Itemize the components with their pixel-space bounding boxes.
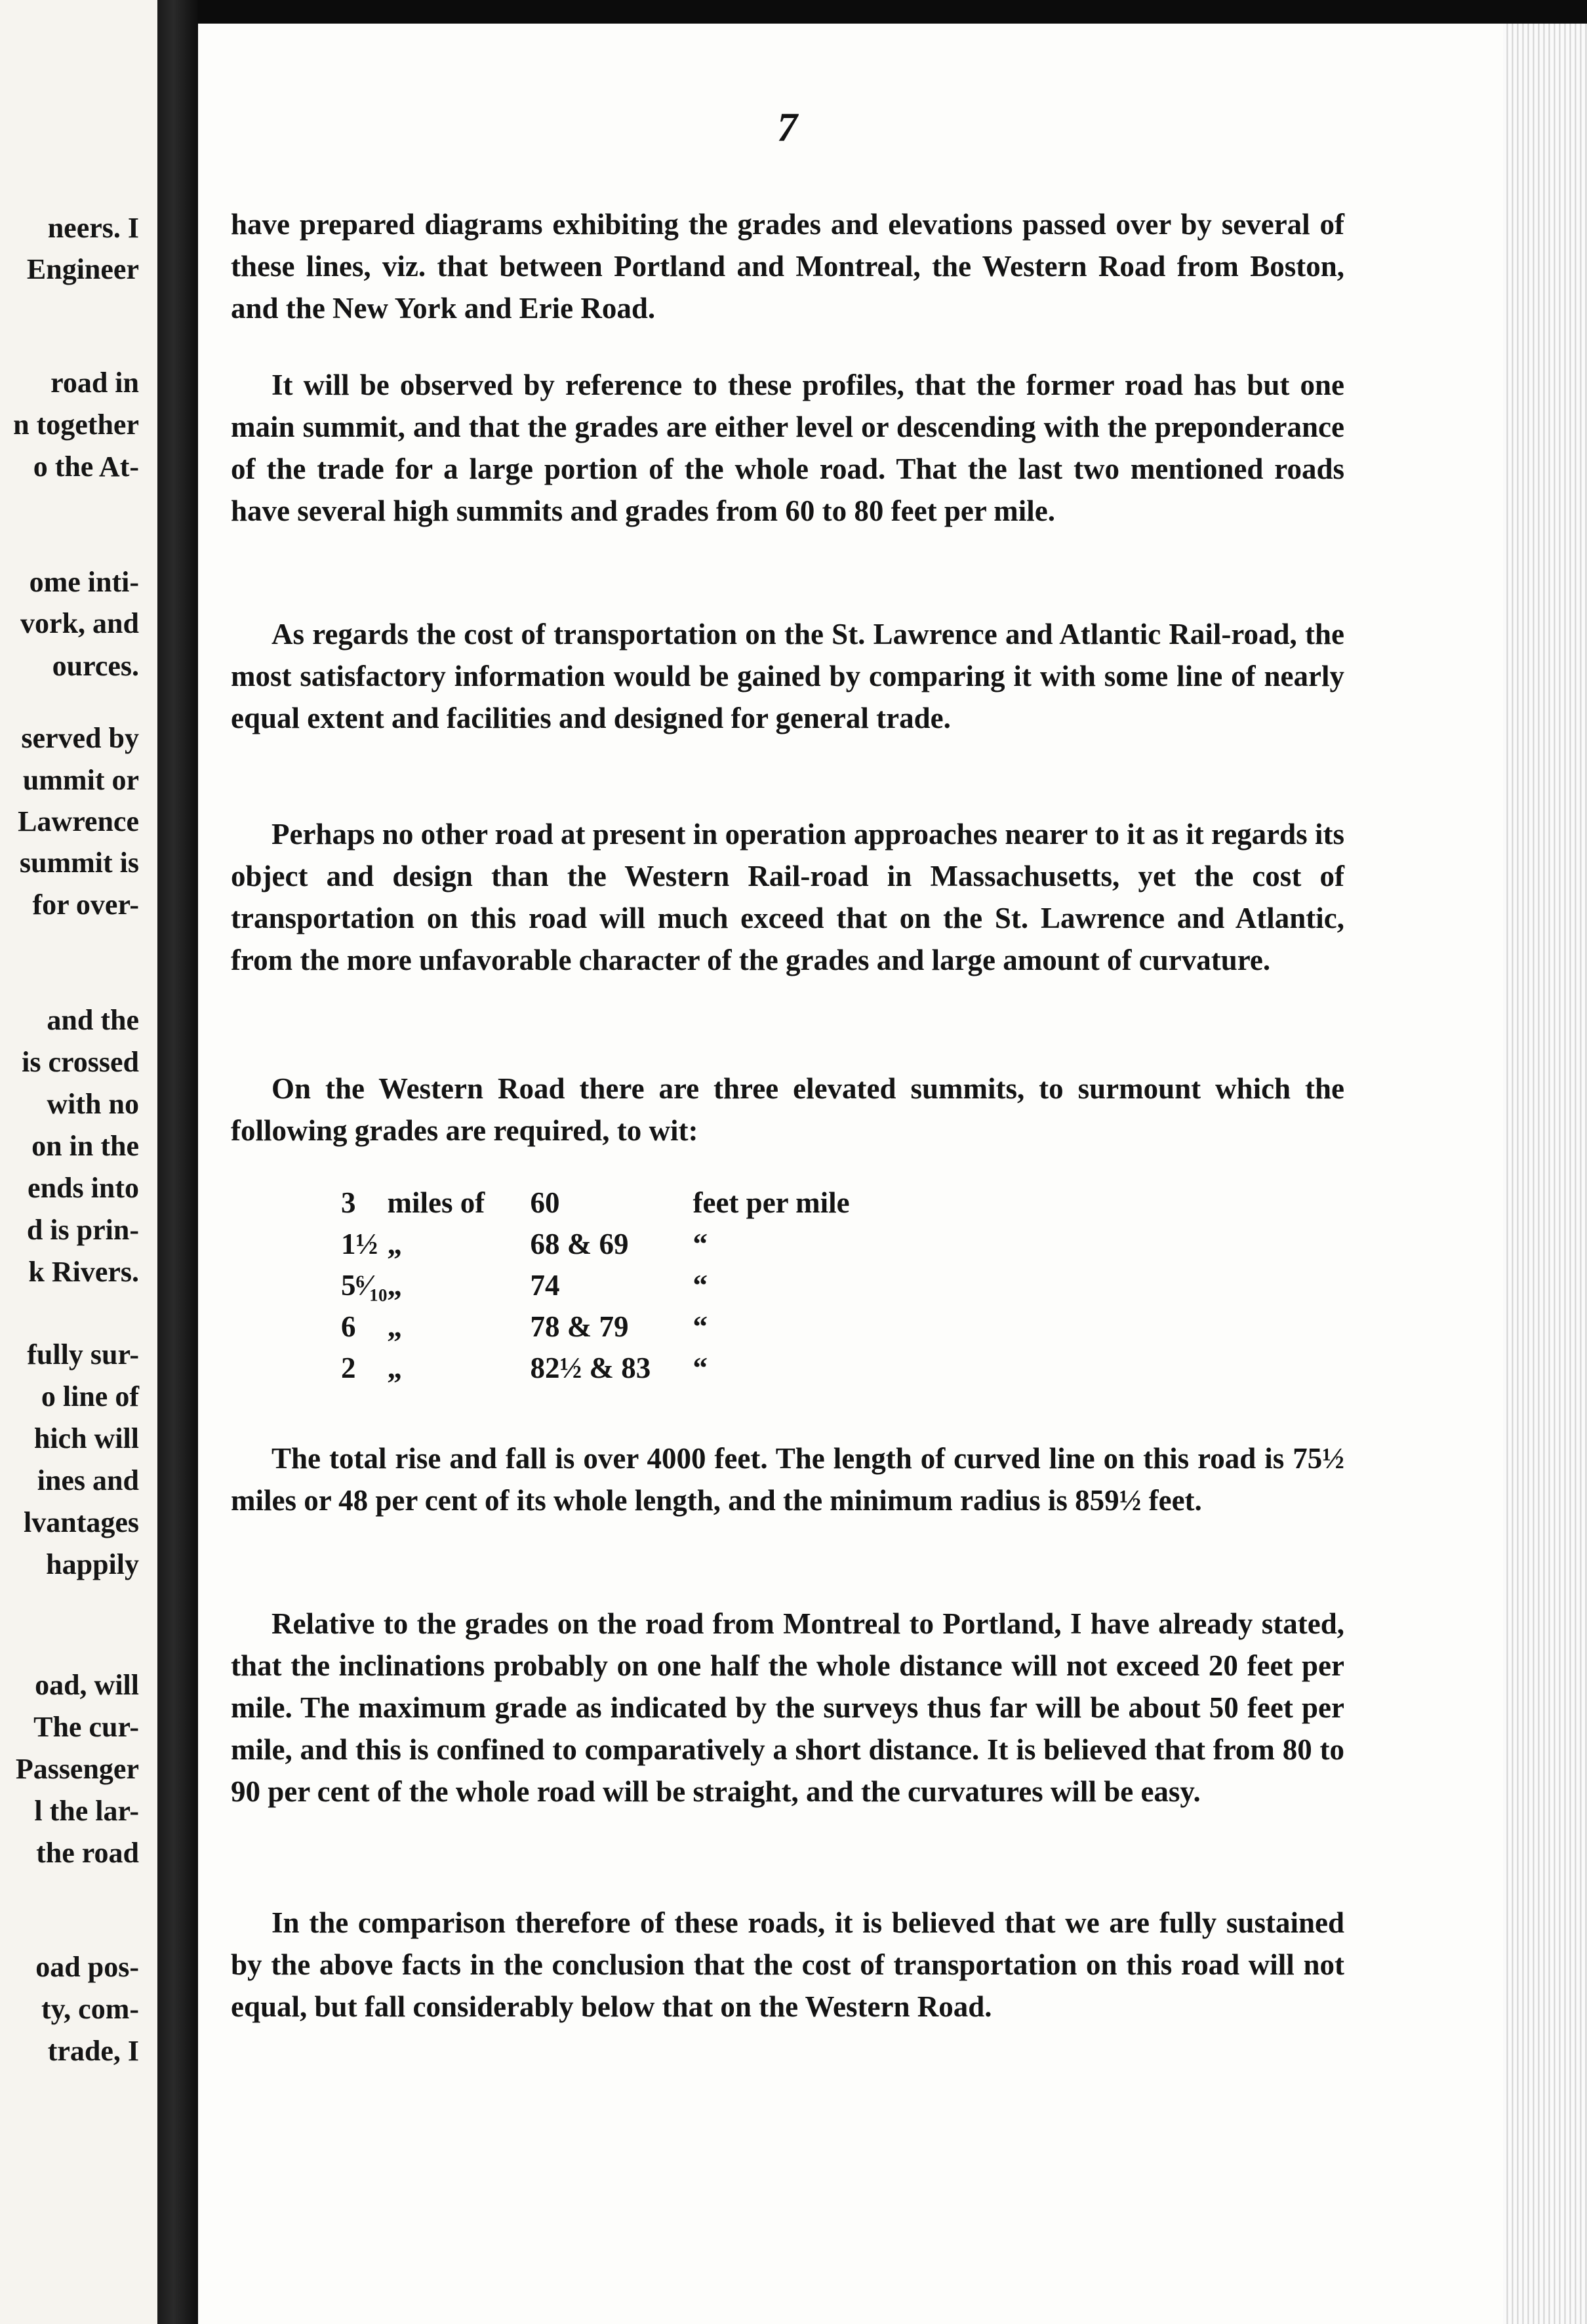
grade-unit: „ (387, 1310, 402, 1343)
facing-line: oad pos- (35, 1951, 139, 1983)
grade-rest: “ (693, 1351, 708, 1384)
page-number: 7 (777, 106, 797, 150)
facing-line: for over- (32, 889, 139, 921)
paragraph-text: In the comparison therefore of these roads, it is believed that we are fully sustained by the above facts in the conclusion that the cost of transportation on this road will not equal, but fall considerably below that on the Western Road. (231, 1906, 1344, 2023)
facing-line: The cur- (33, 1711, 139, 1743)
facing-line: ty, com- (41, 1993, 139, 2025)
grade-unit: „ (387, 1268, 402, 1302)
facing-line: neers. I (47, 212, 139, 244)
grade-rest: “ (693, 1227, 708, 1260)
grade-value: 78 & 79 (530, 1310, 629, 1343)
facing-line: ources. (52, 650, 139, 682)
paragraph-4 (231, 813, 1344, 981)
facing-line: is crossed (22, 1046, 139, 1078)
facing-line: on in the (31, 1130, 139, 1162)
facing-line: summit is (19, 847, 139, 879)
grade-unit: „ (387, 1227, 402, 1260)
facing-line: ome inti- (29, 566, 139, 598)
paragraph-5 (231, 1068, 1344, 1152)
paragraph-text: have prepared diagrams exhibiting the grades and elevations passed over by several of these lines, viz. that between Portland and Montreal, the Western Road from Boston, and the New York and Erie Road. (231, 208, 1344, 325)
paragraph-8 (231, 1902, 1344, 2028)
facing-line: o line of (41, 1380, 139, 1412)
grade-unit: „ (387, 1351, 402, 1384)
table-row (341, 1264, 850, 1306)
facing-line: oad, will (35, 1669, 139, 1701)
facing-line: ends into (28, 1172, 139, 1204)
grade-miles: 2 (341, 1351, 356, 1384)
grade-rest: feet per mile (693, 1186, 850, 1219)
facing-line: ummit or (22, 764, 139, 796)
facing-line: road in (50, 367, 139, 399)
grade-miles: 1½ (341, 1227, 378, 1260)
facing-line: with no (47, 1088, 139, 1120)
facing-line: lvantages (24, 1506, 139, 1538)
facing-line: hich will (33, 1422, 139, 1454)
paragraph-text: Relative to the grades on the road from Montreal to Portland, I have already stated, that the inclinations probably on one half the whole distance will not exceed 20 feet per mile. The maximum grade as indicated by the surveys thus far will be about 50 feet per mile, and this is confined to comparatively a short distance. It is believed that from 80 to 90 per cent of the whole road will be straight, and the curvatures will be easy. (231, 1607, 1344, 1808)
facing-line: d is prin- (26, 1214, 139, 1246)
grades-table (341, 1182, 850, 1388)
grade-miles: 3 (341, 1186, 356, 1219)
paragraph-text: Perhaps no other road at present in operation approaches nearer to it as it regards its object and design than the Western Rail-road in Massachusetts, yet the cost of transportation on this road will much exceed that on the St. Lawrence and Atlantic, from the more unfavorable character of the grades and large amount of curvature. (231, 818, 1344, 976)
table-row (341, 1182, 850, 1223)
paragraph-3 (231, 613, 1344, 739)
table-row (341, 1347, 850, 1388)
grade-value: 68 & 69 (530, 1227, 629, 1260)
facing-line: trade, I (47, 2035, 139, 2067)
table-row (341, 1223, 850, 1264)
facing-line: and the (47, 1004, 139, 1036)
facing-line: ines and (37, 1464, 139, 1496)
facing-line: served by (21, 722, 139, 754)
grade-miles: 5⁶⁄₁₀ (341, 1268, 388, 1302)
facing-line: Lawrence (18, 805, 139, 837)
grade-value: 74 (530, 1268, 560, 1302)
facing-line: Engineer (26, 253, 139, 285)
page-edges (1503, 24, 1587, 2324)
facing-line: fully sur- (27, 1338, 139, 1371)
facing-line: k Rivers. (28, 1256, 139, 1288)
grade-rest: “ (693, 1310, 708, 1343)
grade-value: 60 (530, 1186, 560, 1219)
paragraph-6 (231, 1437, 1344, 1521)
facing-line: l the lar- (34, 1795, 139, 1827)
grade-rest: “ (693, 1268, 708, 1302)
facing-line: happily (46, 1548, 139, 1580)
book-gutter (157, 0, 198, 2324)
grade-value: 82½ & 83 (530, 1351, 651, 1384)
grade-unit: miles of (387, 1186, 485, 1219)
facing-line: o the At- (33, 451, 139, 483)
paragraph-text: It will be observed by reference to these profiles, that the former road has but one main summit, and that the grades are either level or descending with the preponderance of the trade for a large portion of the whole road. That the last two mentioned roads have several high summits and grades from 60 to 80 feet per mile. (231, 369, 1344, 527)
paragraph-text: As regards the cost of transportation on the St. Lawrence and Atlantic Rail-road, the most satisfactory information would be gained by comparing it with some line of nearly equal extent and facilities and designed for general trade. (231, 618, 1344, 734)
paragraph-text: The total rise and fall is over 4000 feet. The length of curved line on this road is 75½ miles or 48 per cent of its whole length, and the minimum radius is 859½ feet. (231, 1442, 1344, 1517)
table-row (341, 1306, 850, 1347)
facing-line: the road (36, 1837, 139, 1869)
grade-miles: 6 (341, 1310, 356, 1343)
paragraph-2 (231, 364, 1344, 532)
paragraph-text: On the Western Road there are three elevated summits, to surmount which the following grades are required, to wit: (231, 1072, 1344, 1147)
paragraph-1 (231, 203, 1344, 329)
facing-line: n together (13, 409, 139, 441)
facing-line: Passenger (15, 1753, 139, 1785)
facing-page (0, 0, 157, 2324)
paragraph-7 (231, 1603, 1344, 1813)
facing-line: vork, and (20, 607, 139, 639)
